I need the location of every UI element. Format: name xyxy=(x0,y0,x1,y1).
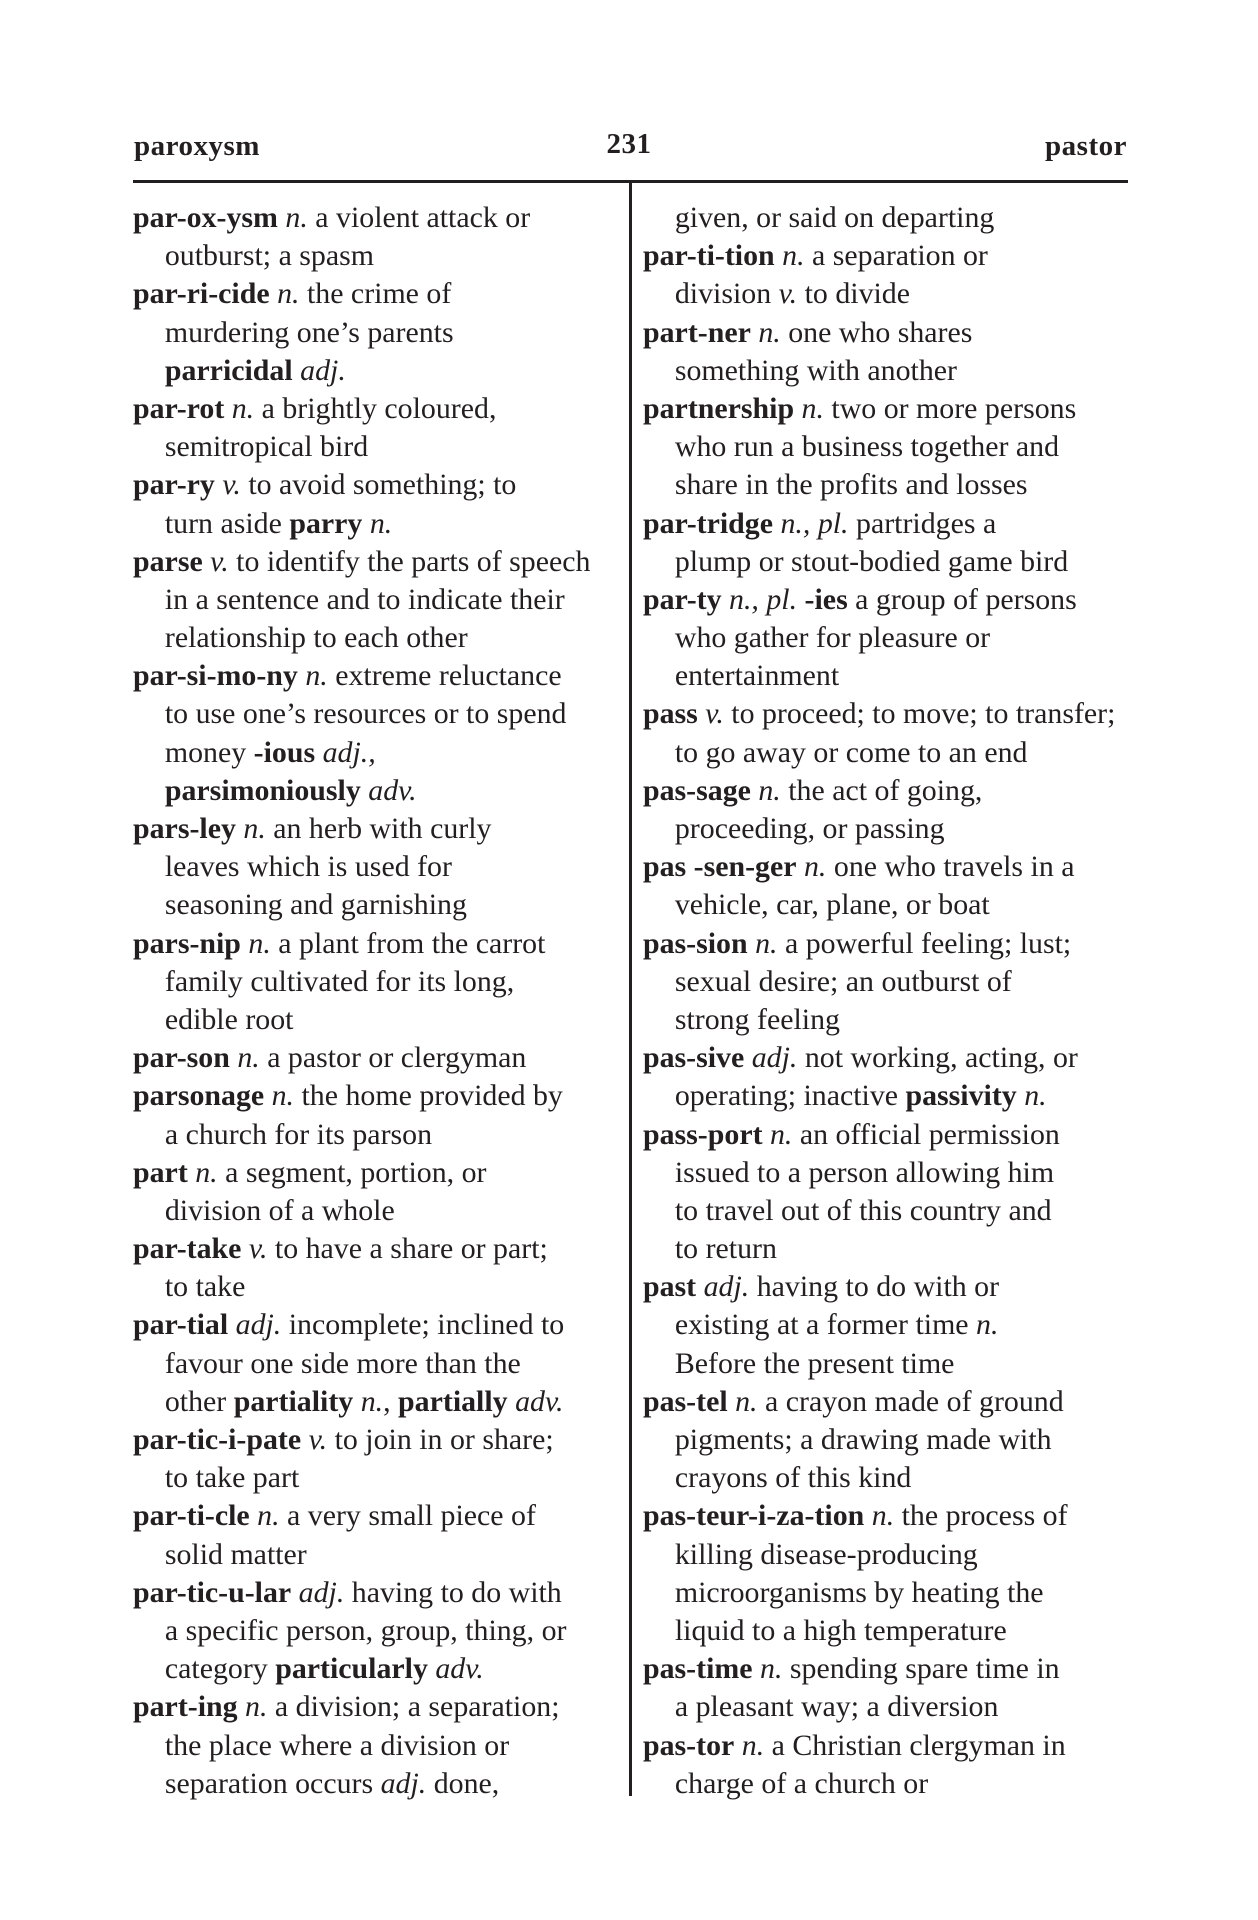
entry-line xyxy=(643,1116,1131,1154)
part-of-speech: adj. xyxy=(291,1575,345,1609)
definition-text: , xyxy=(383,1384,399,1418)
part-of-speech: n. xyxy=(727,1384,758,1418)
entry-line xyxy=(643,925,1131,963)
definition-text: edible root xyxy=(164,1002,294,1036)
definition-text: existing at a former time xyxy=(674,1308,977,1342)
entry-line xyxy=(643,581,1131,619)
entry-continuation-line xyxy=(643,1001,1131,1039)
part-of-speech: n. xyxy=(762,1117,793,1151)
definition-text: done, xyxy=(426,1766,500,1800)
part-of-speech: n. xyxy=(229,1041,260,1075)
entry-line xyxy=(133,1230,621,1268)
entry-continuation-line xyxy=(133,772,621,810)
entry-continuation-line xyxy=(133,1192,621,1230)
headword: par-rot xyxy=(133,391,225,425)
entry-line xyxy=(133,390,621,428)
entry-continuation-line xyxy=(643,1192,1131,1230)
headword: pas-sive xyxy=(643,1041,745,1075)
definition-text: to divide xyxy=(797,277,911,311)
definition-text: liquid to a high temperature xyxy=(674,1613,1007,1647)
entry-continuation-line xyxy=(133,1612,621,1650)
left-column xyxy=(133,199,623,1803)
part-of-speech: n. xyxy=(976,1308,999,1342)
definition-text: proceeding, or passing xyxy=(674,812,945,845)
entry-continuation-line xyxy=(643,428,1131,466)
entry-line xyxy=(133,925,621,963)
part-of-speech: n. xyxy=(224,391,255,425)
definition-text: to identify the parts of speech xyxy=(228,544,591,578)
definition-text: spending spare time in xyxy=(782,1652,1060,1686)
entry-continuation-line xyxy=(643,963,1131,1001)
entry-continuation-line xyxy=(643,810,1131,848)
definition-text: given, or said on departing xyxy=(674,201,995,234)
definition-text: a crayon made of ground xyxy=(757,1384,1064,1418)
entry-continuation-line xyxy=(133,581,621,619)
definition-text: issued to a person allowing him xyxy=(674,1155,1055,1189)
headword: part-ing xyxy=(133,1690,238,1724)
entry-line xyxy=(133,810,621,848)
headword: -ies xyxy=(797,582,848,616)
part-of-speech: n. xyxy=(1016,1079,1047,1113)
headword: parricidal xyxy=(164,353,293,387)
definition-text: strong feeling xyxy=(674,1002,840,1036)
part-of-speech: n. xyxy=(796,850,827,884)
definition-text: seasoning and garnishing xyxy=(164,888,467,922)
part-of-speech: n. xyxy=(794,391,824,425)
right-guide-word: pastor xyxy=(1045,130,1127,162)
part-of-speech: n. xyxy=(734,1728,765,1762)
entry-continuation-line xyxy=(643,1306,1131,1344)
definition-text: a segment, portion, or xyxy=(217,1155,487,1189)
definition-text: category xyxy=(164,1652,276,1686)
headword: partnership xyxy=(643,391,795,425)
entry-line xyxy=(643,505,1131,543)
definition-text: money xyxy=(164,735,254,769)
headword: -ious xyxy=(253,735,316,769)
definition-text: one who shares xyxy=(780,315,973,349)
part-of-speech: n. xyxy=(774,239,805,273)
headword: par-tridge xyxy=(643,506,773,540)
headword: par-ti-tion xyxy=(643,239,775,273)
definition-text: to proceed; to move; to transfer; xyxy=(723,697,1116,731)
definition-text: turn aside xyxy=(164,506,290,540)
definition-text: a powerful feeling; lust; xyxy=(777,926,1072,960)
definition-text: the crime of xyxy=(299,277,452,311)
part-of-speech: n. xyxy=(750,315,781,349)
entry-continuation-line xyxy=(133,1459,621,1497)
page-number: 231 xyxy=(606,128,652,160)
definition-text: outburst; a spasm xyxy=(164,239,375,273)
part-of-speech: n. xyxy=(747,926,778,960)
entry-line xyxy=(133,1688,621,1726)
definition-text: to join in or share; xyxy=(327,1423,554,1456)
definition-text: having to do with or xyxy=(749,1270,1000,1304)
part-of-speech: n. xyxy=(237,1690,268,1724)
definition-text: having to do with xyxy=(344,1575,562,1609)
definition-text: relationship to each other xyxy=(164,621,468,655)
headword: parry xyxy=(289,506,363,540)
part-of-speech: n., pl. xyxy=(721,582,798,616)
part-of-speech: adj. xyxy=(696,1270,750,1304)
entry-continuation-line xyxy=(133,1727,621,1765)
entry-continuation-line xyxy=(133,619,621,657)
entry-continuation-line xyxy=(133,1345,621,1383)
part-of-speech: n. xyxy=(249,1499,280,1533)
definition-text: a specific person, group, thing, or xyxy=(164,1613,567,1647)
part-of-speech: v. xyxy=(301,1423,328,1456)
definition-text: who run a business together and xyxy=(674,430,1060,464)
definition-text: not working, acting, or xyxy=(797,1041,1078,1075)
definition-text: two or more persons xyxy=(823,391,1077,425)
definition-text: other xyxy=(164,1384,234,1418)
entry-continuation-line xyxy=(643,543,1131,581)
definition-text: division xyxy=(674,277,779,311)
definition-text: microorganisms by heating the xyxy=(674,1575,1044,1609)
definition-text: to return xyxy=(674,1232,777,1266)
entry-continuation-line xyxy=(643,466,1131,504)
part-of-speech: adv. xyxy=(360,773,417,807)
headword: passivity xyxy=(905,1079,1017,1113)
definition-text: family cultivated for its long, xyxy=(164,964,515,998)
definition-text: an herb with curly xyxy=(265,812,492,845)
definition-text: a group of persons xyxy=(847,582,1077,616)
entry-continuation-line xyxy=(133,695,621,733)
headword: par-ti-cle xyxy=(133,1499,250,1533)
headword: pas-sion xyxy=(643,926,748,960)
definition-text: incomplete; inclined to xyxy=(281,1308,565,1342)
headword: pas -sen-ger xyxy=(643,850,797,884)
definition-text: killing disease-producing xyxy=(674,1537,978,1571)
part-of-speech: adj. xyxy=(292,353,346,387)
headword: par-ry xyxy=(133,468,215,502)
definition-text: leaves which is used for xyxy=(164,850,452,884)
entry-continuation-line xyxy=(133,505,621,543)
entry-continuation-line xyxy=(643,1765,1131,1803)
entry-line xyxy=(643,1727,1131,1765)
definition-text: share in the profits and losses xyxy=(674,468,1028,502)
part-of-speech: n. xyxy=(864,1499,895,1533)
part-of-speech: n. xyxy=(277,201,308,234)
entry-continuation-line xyxy=(133,1650,621,1688)
entry-continuation-line xyxy=(643,1154,1131,1192)
definition-text: sexual desire; an outburst of xyxy=(674,964,1012,998)
entry-continuation-line xyxy=(133,1116,621,1154)
headword: par-ri-cide xyxy=(133,277,270,311)
entry-continuation-line xyxy=(133,237,621,275)
definition-text: a pastor or clergyman xyxy=(259,1041,527,1075)
headword: par-tic-u-lar xyxy=(133,1575,292,1609)
headword: part-ner xyxy=(643,315,751,349)
definition-text: division of a whole xyxy=(164,1193,395,1227)
part-of-speech: n. xyxy=(353,1384,384,1418)
entry-line xyxy=(643,848,1131,886)
entry-line xyxy=(643,1383,1131,1421)
entry-line xyxy=(643,1497,1131,1535)
part-of-speech: n. xyxy=(235,812,266,845)
entry-line xyxy=(643,1650,1131,1688)
definition-text: to take part xyxy=(164,1461,300,1495)
entry-continuation-line xyxy=(643,1612,1131,1650)
entry-line xyxy=(133,275,621,313)
entry-continuation-line xyxy=(643,352,1131,390)
entry-line xyxy=(133,1421,621,1459)
entry-line xyxy=(133,543,621,581)
headword: parsimoniously xyxy=(164,773,361,807)
part-of-speech: n. xyxy=(264,1079,295,1113)
headword: pas-tor xyxy=(643,1728,735,1762)
entry-continuation-line xyxy=(643,199,1131,237)
definition-text: separation occurs xyxy=(164,1766,381,1800)
entry-continuation-line xyxy=(133,314,621,352)
part-of-speech: n. xyxy=(297,659,328,693)
entry-continuation-line xyxy=(643,734,1131,772)
definition-text: charge of a church or xyxy=(674,1766,929,1800)
definition-text: partridges a xyxy=(848,506,997,540)
definition-text: a plant from the carrot xyxy=(270,926,546,960)
entry-line xyxy=(133,199,621,237)
definition-text: vehicle, car, plane, or boat xyxy=(674,888,990,922)
entry-continuation-line xyxy=(643,886,1131,924)
part-of-speech: adv. xyxy=(507,1384,564,1418)
part-of-speech: v. xyxy=(697,697,724,731)
headword: pars-ley xyxy=(133,812,236,845)
entry-continuation-line xyxy=(133,1765,621,1803)
entry-continuation-line xyxy=(643,1077,1131,1115)
part-of-speech: n. xyxy=(187,1155,218,1189)
entry-continuation-line xyxy=(643,1230,1131,1268)
definition-text: something with another xyxy=(674,353,958,387)
definition-text: extreme reluctance xyxy=(327,659,562,693)
entry-line xyxy=(643,390,1131,428)
definition-text: the act of going, xyxy=(780,773,983,807)
entry-line xyxy=(133,1077,621,1115)
definition-text: the home provided by xyxy=(294,1079,563,1113)
part-of-speech: n. xyxy=(240,926,271,960)
entry-line xyxy=(643,237,1131,275)
entry-continuation-line xyxy=(643,1345,1131,1383)
entry-continuation-line xyxy=(643,1459,1131,1497)
entry-line xyxy=(133,1497,621,1535)
part-of-speech: adv. xyxy=(427,1652,484,1686)
entry-continuation-line xyxy=(133,1383,621,1421)
headword: partially xyxy=(398,1384,508,1418)
headword: pas-sage xyxy=(643,773,751,807)
entry-continuation-line xyxy=(643,1421,1131,1459)
entry-continuation-line xyxy=(643,275,1131,313)
headword: par-si-mo-ny xyxy=(133,659,298,693)
entry-line xyxy=(133,466,621,504)
definition-text: a violent attack or xyxy=(307,201,531,234)
entry-line xyxy=(643,1039,1131,1077)
definition-text: plump or stout-bodied game bird xyxy=(674,544,1069,578)
column-divider xyxy=(629,181,632,1796)
headword: past xyxy=(643,1270,697,1304)
definition-text: a church for its parson xyxy=(164,1117,433,1151)
entry-continuation-line xyxy=(643,1688,1131,1726)
part-of-speech: n. xyxy=(362,506,393,540)
part-of-speech: v. xyxy=(202,544,229,578)
part-of-speech: adj. xyxy=(744,1041,798,1075)
definition-text: a division; a separation; xyxy=(267,1690,560,1724)
definition-text: to use one’s resources or to spend xyxy=(164,697,567,731)
entry-continuation-line xyxy=(133,963,621,1001)
headword: pass-port xyxy=(643,1117,763,1151)
headword: pas-tel xyxy=(643,1384,728,1418)
definition-text: in a sentence and to indicate their xyxy=(164,582,565,616)
headword: pass xyxy=(643,697,698,731)
definition-text: operating; inactive xyxy=(674,1079,906,1113)
part-of-speech: v. xyxy=(778,277,798,311)
definition-text: to take xyxy=(164,1270,246,1304)
entry-continuation-line xyxy=(643,1536,1131,1574)
headword: par-take xyxy=(133,1232,242,1266)
headword: par-tial xyxy=(133,1308,229,1342)
headword: parsonage xyxy=(133,1079,265,1113)
part-of-speech: adj. xyxy=(380,1766,427,1800)
definition-text: pigments; a drawing made with xyxy=(674,1423,1052,1456)
entry-continuation-line xyxy=(643,1574,1131,1612)
entry-line xyxy=(643,314,1131,352)
entry-continuation-line xyxy=(133,1001,621,1039)
definition-text: entertainment xyxy=(674,659,840,693)
definition-text: an official permission xyxy=(792,1117,1060,1151)
definition-text: to avoid something; to xyxy=(240,468,517,502)
headword: par-ox-ysm xyxy=(133,201,278,234)
definition-text: the place where a division or xyxy=(164,1728,510,1762)
definition-text: one who travels in a xyxy=(826,850,1075,884)
headword: particularly xyxy=(275,1652,428,1686)
entry-continuation-line xyxy=(643,657,1131,695)
entry-line xyxy=(133,657,621,695)
entry-line xyxy=(643,1268,1131,1306)
part-of-speech: adj., xyxy=(315,735,376,769)
definition-text: semitropical bird xyxy=(164,430,369,464)
headword: pars-nip xyxy=(133,926,241,960)
definition-text: a brightly coloured, xyxy=(254,391,497,425)
entry-line xyxy=(133,1306,621,1344)
right-column xyxy=(643,199,1133,1803)
definition-text: crayons of this kind xyxy=(674,1461,912,1495)
definition-text: to have a share or part; xyxy=(267,1232,548,1266)
definition-text: a Christian clergyman in xyxy=(764,1728,1066,1762)
entry-line xyxy=(133,1154,621,1192)
definition-text: favour one side more than the xyxy=(164,1346,521,1380)
part-of-speech: v. xyxy=(241,1232,268,1266)
entry-line xyxy=(133,1039,621,1077)
part-of-speech: n., pl. xyxy=(772,506,849,540)
part-of-speech: adj. xyxy=(228,1308,282,1342)
definition-text: to go away or come to an end xyxy=(674,735,1028,769)
headword: par-son xyxy=(133,1041,230,1075)
headword: partiality xyxy=(233,1384,354,1418)
part-of-speech: v. xyxy=(214,468,241,502)
headword: part xyxy=(133,1155,188,1189)
headword: pas-time xyxy=(643,1652,753,1686)
entry-continuation-line xyxy=(133,1268,621,1306)
definition-text: the process of xyxy=(894,1499,1068,1533)
headword: par-tic-i-pate xyxy=(133,1423,302,1456)
definition-text: Before the present time xyxy=(674,1346,955,1380)
definition-text: to travel out of this country and xyxy=(674,1193,1052,1227)
entry-line xyxy=(643,695,1131,733)
entry-continuation-line xyxy=(133,734,621,772)
entry-line xyxy=(133,1574,621,1612)
part-of-speech: n. xyxy=(752,1652,783,1686)
part-of-speech: n. xyxy=(750,773,781,807)
headword: parse xyxy=(133,544,203,578)
entry-continuation-line xyxy=(133,848,621,886)
entry-continuation-line xyxy=(133,352,621,390)
part-of-speech: n. xyxy=(269,277,300,311)
definition-text: a separation or xyxy=(804,239,988,273)
headword: par-ty xyxy=(643,582,722,616)
left-guide-word: paroxysm xyxy=(134,130,260,162)
definition-text: murdering one’s parents xyxy=(164,315,454,349)
definition-text: who gather for pleasure or xyxy=(674,621,991,655)
definition-text: a very small piece of xyxy=(279,1499,536,1533)
headword: pas-teur-i-za-tion xyxy=(643,1499,865,1533)
entry-continuation-line xyxy=(133,886,621,924)
entry-continuation-line xyxy=(133,1536,621,1574)
definition-text: a pleasant way; a diversion xyxy=(674,1690,999,1724)
entry-continuation-line xyxy=(643,619,1131,657)
entry-continuation-line xyxy=(133,428,621,466)
entry-line xyxy=(643,772,1131,810)
definition-text: solid matter xyxy=(164,1537,307,1571)
